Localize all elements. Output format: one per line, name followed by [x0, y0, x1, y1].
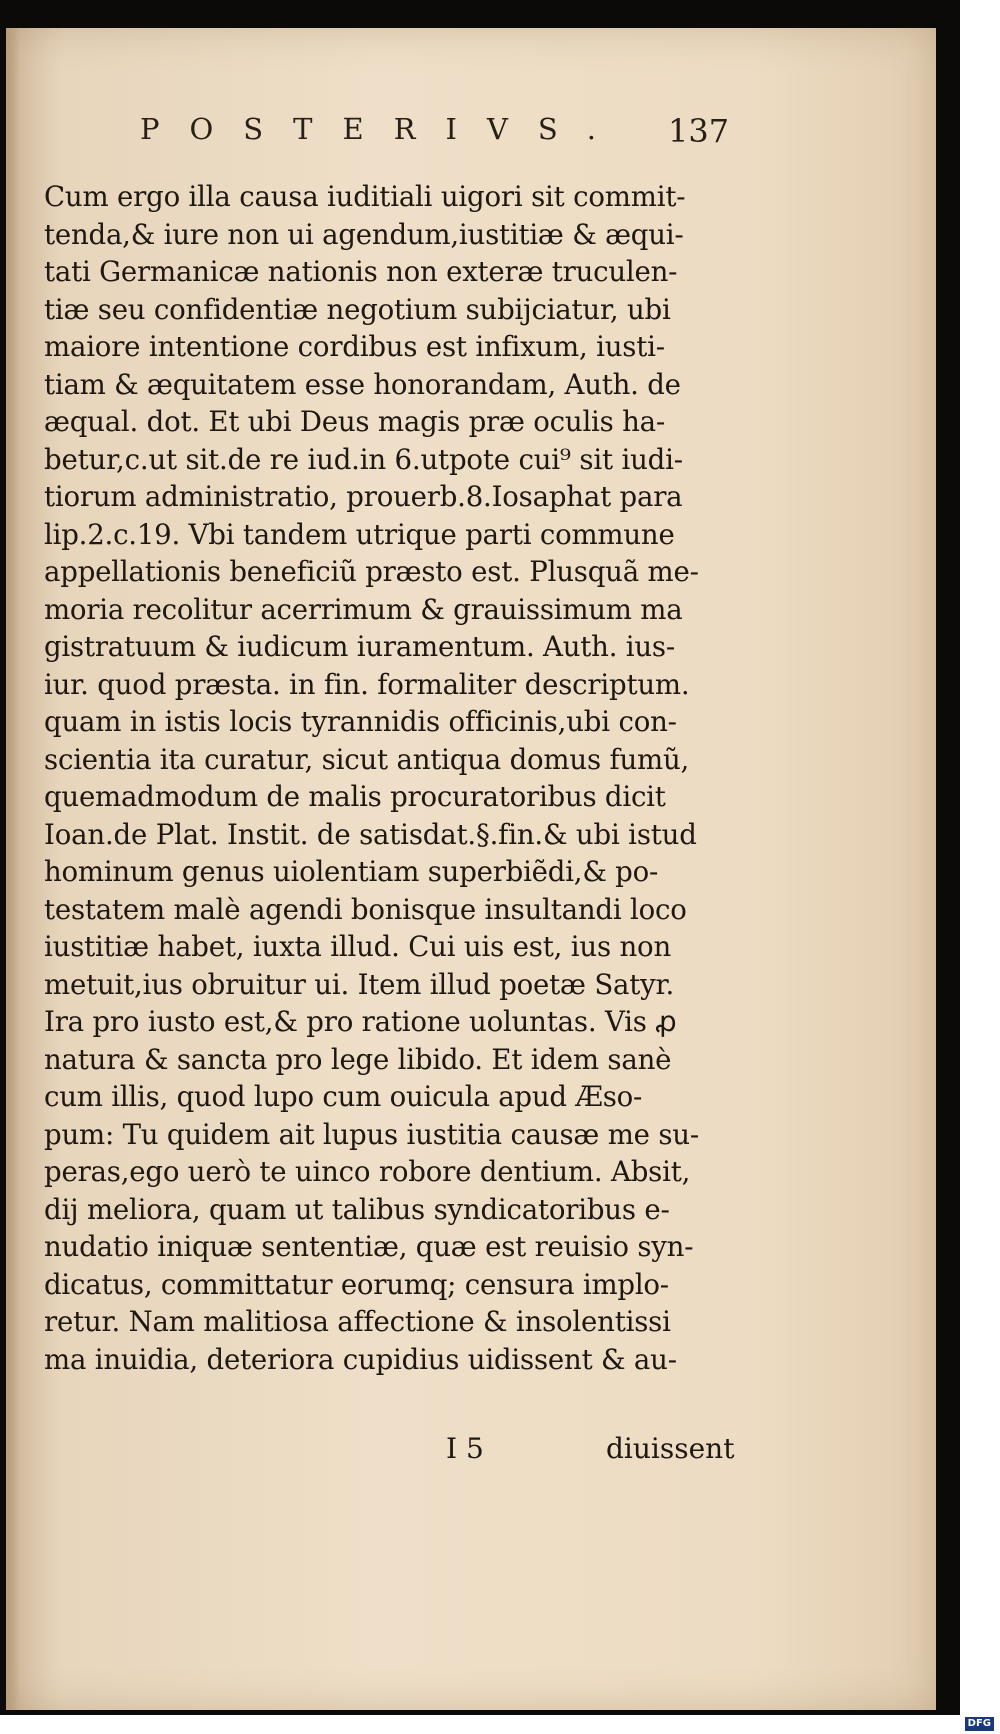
- dfg-logo: DFG: [965, 1717, 994, 1731]
- page-gutter-shadow: [6, 28, 20, 1710]
- digitization-credit: Digitalisierung gefördert durch die Deutsche Forschungsgemeinschaft: [576, 1717, 962, 1730]
- text-line: tiorum administratio, prouerb.8.Iosaphat para: [44, 480, 683, 513]
- text-line: iustitiæ habet, iuxta illud. Cui uis est, ius non: [44, 930, 672, 963]
- text-line: quam in istis locis tyrannidis officinis,ubi con-: [44, 705, 677, 738]
- text-line: æqual. dot. Et ubi Deus magis præ oculis ha-: [44, 405, 666, 438]
- text-line: tenda,& iure non ui agendum,iustitiæ & æqui-: [44, 217, 684, 251]
- text-line: hominum genus uiolentiam superbiẽdi,& po-: [44, 855, 659, 888]
- text-line: ma inuidia, deteriora cupidius uidissent & au-: [44, 1342, 677, 1376]
- text-line: iur. quod præsta. in fin. formaliter descriptum.: [44, 667, 690, 701]
- text-line: retur. Nam malitiosa affectione & insolentissi: [44, 1305, 671, 1338]
- catchword: diuissent: [606, 1432, 735, 1465]
- text-line: tiam & æquitatem esse honorandam, Auth. de: [44, 367, 681, 401]
- text-line: dij meliora, quam ut talibus syndicatoribus e-: [44, 1192, 670, 1226]
- text-line: metuit,ius obruitur ui. Item illud poetæ Satyr.: [44, 967, 675, 1001]
- text-line: Ioan.de Plat. Instit. de satisdat.§.fin.& ubi istud: [44, 817, 697, 851]
- text-line: quemadmodum de malis procuratoribus dicit: [44, 780, 666, 813]
- body-text: [44, 178, 734, 1378]
- text-line: appellationis beneficiũ præsto est. Plusquã me-: [44, 555, 699, 588]
- page-number: 137: [668, 112, 730, 150]
- signature-mark: I 5: [446, 1432, 484, 1465]
- book-page: [6, 28, 936, 1710]
- text-line: testatem malè agendi bonisque insultandi loco: [44, 892, 687, 926]
- text-line: moria recolitur acerrimum & grauissimum ma: [44, 592, 683, 626]
- text-line: betur,c.ut sit.de re iud.in 6.utpote cui⁹ sit iudi-: [44, 442, 683, 476]
- text-line: Ira pro iusto est,& pro ratione uoluntas. Vis ꝓ: [44, 1005, 677, 1038]
- text-line: peras,ego uerò te uinco robore dentium. Absit,: [44, 1155, 691, 1188]
- text-line: scientia ita curatur, sicut antiqua domus fumũ,: [44, 742, 690, 776]
- text-line: tiæ seu confidentiæ negotium subijciatur, ubi: [44, 292, 671, 326]
- text-line: maiore intentione cordibus est infixum, iusti-: [44, 330, 665, 363]
- text-line: pum: Tu quidem ait lupus iustitia causæ me su-: [44, 1117, 699, 1151]
- text-line: Cum ergo illa causa iuditiali uigori sit commit-: [44, 180, 686, 213]
- running-head: POSTERIVS.: [140, 112, 626, 146]
- text-line: gistratuum & iudicum iuramentum. Auth. ius-: [44, 630, 675, 663]
- text-line: tati Germanicæ nationis non exteræ truculen-: [44, 255, 678, 288]
- text-line: dicatus, committatur eorumq; censura implo-: [44, 1267, 669, 1301]
- text-line: lip.2.c.19. Vbi tandem utrique parti commune: [44, 517, 675, 551]
- text-line: nudatio iniquæ sententiæ, quæ est reuisio syn-: [44, 1230, 694, 1263]
- text-line: cum illis, quod lupo cum ouicula apud Æso-: [44, 1080, 643, 1113]
- text-line: natura & sancta pro lege libido. Et idem sanè: [44, 1042, 672, 1076]
